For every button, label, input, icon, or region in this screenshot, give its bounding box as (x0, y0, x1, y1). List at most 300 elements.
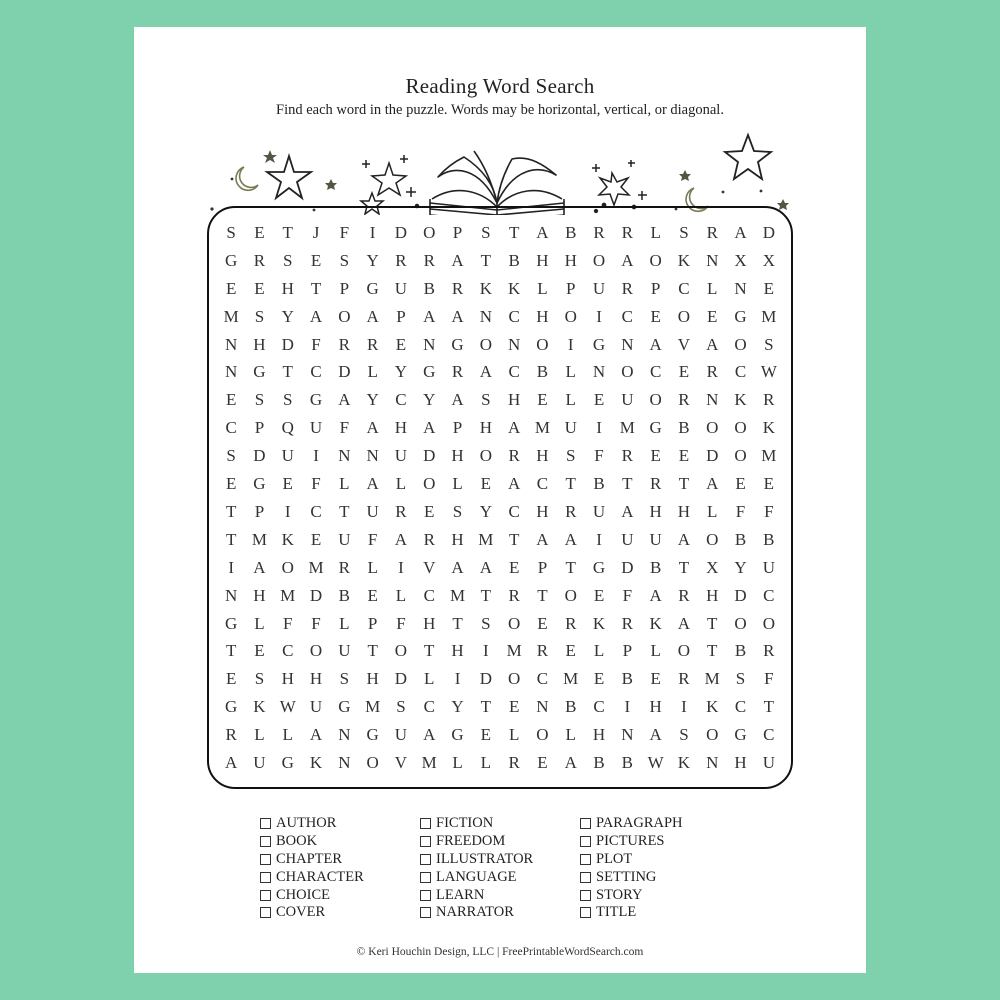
checkbox[interactable] (420, 818, 431, 829)
grid-letter[interactable]: T (622, 474, 633, 494)
grid-letter[interactable]: O (338, 306, 351, 326)
grid-letter[interactable]: T (508, 222, 520, 242)
grid-letter[interactable]: E (225, 278, 237, 298)
grid-letter[interactable]: H (536, 306, 549, 326)
grid-letter[interactable]: Y (366, 390, 379, 410)
grid-letter[interactable]: O (734, 334, 747, 354)
grid-letter[interactable]: F (339, 222, 350, 242)
grid-letter[interactable]: A (649, 725, 662, 745)
grid-letter[interactable]: C (763, 725, 775, 745)
grid-letter[interactable]: E (310, 250, 322, 270)
grid-letter[interactable]: E (367, 585, 378, 605)
grid-letter[interactable]: D (338, 362, 351, 382)
grid-letter[interactable]: A (451, 390, 464, 410)
grid-letter[interactable]: U (281, 446, 294, 466)
grid-letter[interactable]: A (677, 613, 691, 633)
grid-letter[interactable]: E (310, 529, 322, 549)
grid-letter[interactable]: R (649, 474, 662, 494)
grid-letter[interactable]: G (253, 362, 266, 382)
grid-letter[interactable]: A (536, 222, 549, 242)
grid-letter[interactable]: A (394, 529, 408, 549)
grid-letter[interactable]: O (366, 753, 379, 773)
grid-letter[interactable]: P (537, 557, 548, 577)
grid-letter[interactable]: T (480, 250, 492, 270)
grid-letter[interactable]: T (452, 613, 463, 633)
grid-letter[interactable]: E (707, 306, 718, 326)
grid-letter[interactable]: A (479, 362, 492, 382)
grid-letter[interactable]: E (593, 585, 605, 605)
grid-letter[interactable]: T (508, 529, 520, 549)
grid-letter[interactable]: P (254, 501, 265, 521)
grid-letter[interactable]: S (764, 334, 774, 354)
grid-letter[interactable]: U (366, 501, 379, 521)
checkbox[interactable] (580, 818, 591, 829)
grid-letter[interactable]: O (677, 306, 691, 326)
grid-letter[interactable]: L (537, 278, 548, 298)
grid-letter[interactable]: T (225, 529, 237, 549)
grid-letter[interactable]: N (225, 334, 238, 354)
grid-letter[interactable]: I (313, 446, 319, 466)
grid-letter[interactable]: B (338, 585, 350, 605)
grid-letter[interactable]: E (678, 362, 690, 382)
grid-letter[interactable]: U (621, 390, 634, 410)
grid-letter[interactable]: E (254, 278, 265, 298)
grid-letter[interactable]: Y (281, 306, 294, 326)
grid-letter[interactable]: A (451, 250, 464, 270)
word-item[interactable] (260, 833, 364, 851)
grid-letter[interactable]: T (225, 501, 237, 521)
grid-letter[interactable]: U (394, 446, 408, 466)
grid-letter[interactable]: R (565, 501, 577, 521)
grid-letter[interactable]: H (536, 501, 549, 521)
grid-letter[interactable]: C (734, 697, 747, 717)
grid-letter[interactable]: K (734, 390, 747, 410)
grid-letter[interactable]: S (679, 222, 689, 242)
checkbox[interactable] (260, 836, 271, 847)
grid-letter[interactable]: G (225, 613, 238, 633)
grid-letter[interactable]: G (309, 390, 323, 410)
grid-letter[interactable]: K (677, 250, 691, 270)
grid-letter[interactable]: Y (423, 390, 436, 410)
grid-letter[interactable]: L (593, 641, 605, 661)
grid-letter[interactable]: K (281, 529, 294, 549)
grid-letter[interactable]: U (309, 697, 323, 717)
grid-letter[interactable]: G (649, 418, 662, 438)
grid-letter[interactable]: A (366, 418, 379, 438)
grid-letter[interactable]: H (536, 250, 549, 270)
grid-letter[interactable]: G (281, 753, 294, 773)
grid-letter[interactable]: N (338, 725, 351, 745)
grid-letter[interactable]: R (253, 250, 266, 270)
grid-letter[interactable]: L (424, 669, 435, 689)
grid-letter[interactable]: B (593, 474, 605, 494)
checkbox[interactable] (420, 872, 431, 883)
grid-letter[interactable]: C (734, 362, 747, 382)
grid-letter[interactable]: C (310, 501, 322, 521)
grid-letter[interactable]: O (564, 306, 577, 326)
grid-letter[interactable]: V (677, 334, 691, 354)
grid-letter[interactable]: L (565, 362, 576, 382)
grid-letter[interactable]: O (592, 250, 606, 270)
grid-letter[interactable]: E (537, 390, 548, 410)
grid-letter[interactable]: C (423, 697, 435, 717)
grid-letter[interactable]: A (309, 306, 323, 326)
grid-letter[interactable]: R (706, 222, 718, 242)
grid-letter[interactable]: H (394, 418, 408, 438)
grid-letter[interactable]: S (339, 669, 350, 689)
grid-letter[interactable]: G (734, 725, 747, 745)
grid-letter[interactable]: O (479, 446, 492, 466)
grid-letter[interactable]: B (621, 669, 633, 689)
grid-letter[interactable]: M (223, 306, 239, 326)
grid-letter[interactable]: O (536, 334, 549, 354)
grid-letter[interactable]: H (649, 697, 662, 717)
grid-letter[interactable]: R (338, 334, 350, 354)
grid-letter[interactable]: H (451, 529, 464, 549)
grid-letter[interactable]: M (563, 669, 579, 689)
grid-letter[interactable]: L (707, 278, 718, 298)
grid-letter[interactable]: I (596, 306, 602, 326)
grid-letter[interactable]: O (621, 362, 634, 382)
grid-letter[interactable]: P (339, 278, 350, 298)
grid-letter[interactable]: R (423, 250, 435, 270)
word-item[interactable] (260, 886, 364, 904)
grid-letter[interactable]: T (763, 697, 775, 717)
grid-letter[interactable]: P (367, 613, 378, 633)
grid-letter[interactable]: C (508, 501, 520, 521)
grid-letter[interactable]: U (338, 529, 351, 549)
grid-letter[interactable]: E (225, 669, 237, 689)
grid-letter[interactable]: B (536, 362, 549, 382)
grid-letter[interactable]: L (367, 557, 378, 577)
grid-letter[interactable]: U (592, 501, 606, 521)
grid-letter[interactable]: N (706, 250, 719, 270)
grid-letter[interactable]: K (706, 697, 719, 717)
grid-letter[interactable]: S (283, 390, 293, 410)
grid-letter[interactable]: N (734, 278, 747, 298)
grid-letter[interactable]: R (678, 585, 690, 605)
grid-letter[interactable]: M (534, 418, 550, 438)
grid-letter[interactable]: I (228, 557, 234, 577)
grid-letter[interactable]: E (225, 474, 237, 494)
grid-letter[interactable]: C (225, 418, 237, 438)
grid-letter[interactable]: A (338, 390, 351, 410)
grid-letter[interactable]: N (479, 306, 492, 326)
word-item[interactable] (420, 815, 533, 833)
grid-letter[interactable]: S (481, 222, 491, 242)
grid-letter[interactable]: U (649, 529, 662, 549)
grid-letter[interactable]: J (312, 222, 320, 242)
grid-letter[interactable]: C (593, 697, 605, 717)
grid-letter[interactable]: P (452, 222, 463, 242)
grid-letter[interactable]: N (621, 334, 634, 354)
grid-letter[interactable]: E (395, 334, 407, 354)
grid-letter[interactable]: C (423, 585, 435, 605)
grid-letter[interactable]: A (423, 418, 436, 438)
grid-letter[interactable]: C (621, 306, 633, 326)
grid-letter[interactable]: M (449, 585, 466, 605)
grid-letter[interactable]: N (508, 334, 521, 354)
grid-letter[interactable]: C (282, 641, 294, 661)
grid-letter[interactable]: M (506, 641, 522, 661)
grid-letter[interactable]: G (253, 474, 266, 494)
word-item[interactable] (420, 833, 533, 851)
grid-letter[interactable]: R (706, 362, 718, 382)
grid-letter[interactable]: G (451, 725, 464, 745)
grid-letter[interactable]: A (649, 334, 662, 354)
grid-letter[interactable]: Y (394, 362, 408, 382)
grid-letter[interactable]: U (621, 529, 634, 549)
grid-letter[interactable]: S (254, 669, 265, 689)
grid-letter[interactable]: A (677, 529, 691, 549)
grid-letter[interactable]: G (423, 362, 436, 382)
grid-letter[interactable]: L (282, 725, 293, 745)
grid-letter[interactable]: V (423, 557, 436, 577)
grid-letter[interactable]: H (451, 446, 464, 466)
grid-letter[interactable]: T (678, 474, 690, 494)
grid-letter[interactable]: R (621, 613, 633, 633)
grid-letter[interactable]: I (369, 222, 376, 242)
grid-letter[interactable]: A (734, 222, 747, 242)
grid-letter[interactable]: I (398, 557, 404, 577)
grid-letter[interactable]: N (706, 753, 719, 773)
grid-letter[interactable]: G (225, 250, 238, 270)
grid-letter[interactable]: F (622, 585, 633, 605)
grid-letter[interactable]: C (508, 362, 520, 382)
grid-letter[interactable]: O (677, 641, 691, 661)
grid-letter[interactable]: S (283, 250, 293, 270)
grid-letter[interactable]: D (621, 557, 634, 577)
grid-letter[interactable]: A (366, 306, 379, 326)
grid-letter[interactable]: O (281, 557, 294, 577)
grid-letter[interactable]: E (480, 725, 492, 745)
grid-letter[interactable]: Y (451, 697, 464, 717)
checkbox[interactable] (260, 907, 271, 918)
grid-letter[interactable]: U (253, 753, 266, 773)
grid-letter[interactable]: S (566, 446, 576, 466)
checkbox[interactable] (580, 872, 591, 883)
grid-letter[interactable]: C (763, 585, 775, 605)
grid-letter[interactable]: B (565, 697, 577, 717)
checkbox[interactable] (260, 818, 271, 829)
grid-letter[interactable]: S (226, 222, 236, 242)
grid-letter[interactable]: A (451, 557, 464, 577)
grid-letter[interactable]: P (396, 306, 406, 326)
grid-letter[interactable]: N (423, 334, 436, 354)
grid-letter[interactable]: H (281, 669, 294, 689)
grid-letter[interactable]: H (309, 669, 323, 689)
grid-letter[interactable]: C (508, 306, 520, 326)
grid-letter[interactable]: H (734, 753, 747, 773)
word-item[interactable] (420, 904, 533, 922)
grid-letter[interactable]: Y (366, 250, 379, 270)
grid-letter[interactable]: M (478, 529, 494, 549)
grid-letter[interactable]: W (279, 697, 296, 717)
grid-letter[interactable]: A (649, 585, 662, 605)
grid-letter[interactable]: T (537, 585, 548, 605)
grid-letter[interactable]: A (564, 529, 577, 549)
grid-letter[interactable]: L (339, 613, 350, 633)
word-item[interactable] (420, 851, 533, 869)
grid-letter[interactable]: R (763, 390, 775, 410)
grid-letter[interactable]: W (647, 753, 664, 773)
grid-letter[interactable]: N (338, 446, 351, 466)
grid-letter[interactable]: G (366, 278, 379, 298)
grid-letter[interactable]: O (309, 641, 323, 661)
grid-letter[interactable]: E (225, 390, 237, 410)
word-item[interactable] (580, 815, 683, 833)
grid-letter[interactable]: R (395, 501, 407, 521)
grid-letter[interactable]: L (480, 753, 492, 773)
grid-letter[interactable]: R (621, 278, 633, 298)
grid-letter[interactable]: C (649, 362, 662, 382)
grid-letter[interactable]: E (537, 613, 548, 633)
grid-letter[interactable]: O (423, 222, 436, 242)
grid-letter[interactable]: F (283, 613, 293, 633)
grid-letter[interactable]: M (761, 446, 777, 466)
grid-letter[interactable]: S (735, 669, 746, 689)
grid-letter[interactable]: O (508, 669, 521, 689)
grid-letter[interactable]: E (508, 557, 520, 577)
grid-letter[interactable]: I (596, 418, 602, 438)
grid-letter[interactable]: R (508, 585, 520, 605)
grid-letter[interactable]: D (706, 446, 719, 466)
grid-letter[interactable]: S (226, 446, 236, 466)
grid-letter[interactable]: C (310, 362, 322, 382)
grid-letter[interactable]: H (451, 641, 464, 661)
word-item[interactable] (580, 904, 683, 922)
grid-letter[interactable]: E (650, 306, 661, 326)
grid-letter[interactable]: O (394, 641, 408, 661)
checkbox[interactable] (420, 854, 431, 865)
grid-letter[interactable]: I (567, 334, 574, 354)
grid-letter[interactable]: E (650, 669, 661, 689)
grid-letter[interactable]: B (734, 529, 747, 549)
grid-letter[interactable]: T (282, 222, 293, 242)
grid-letter[interactable]: U (394, 725, 408, 745)
grid-letter[interactable]: A (621, 250, 634, 270)
grid-letter[interactable]: M (251, 529, 267, 549)
grid-letter[interactable]: A (366, 474, 379, 494)
checkbox[interactable] (260, 890, 271, 901)
grid-letter[interactable]: B (593, 753, 605, 773)
grid-letter[interactable]: A (508, 418, 521, 438)
grid-letter[interactable]: H (281, 278, 294, 298)
grid-letter[interactable]: E (650, 446, 661, 466)
grid-letter[interactable]: A (253, 557, 266, 577)
grid-letter[interactable]: M (280, 585, 296, 605)
grid-letter[interactable]: B (621, 753, 633, 773)
grid-letter[interactable]: A (508, 474, 521, 494)
grid-letter[interactable]: D (309, 585, 323, 605)
grid-letter[interactable]: Q (281, 418, 294, 438)
grid-letter[interactable]: R (763, 641, 775, 661)
grid-letter[interactable]: H (253, 334, 266, 354)
grid-letter[interactable]: X (762, 250, 775, 270)
grid-letter[interactable]: R (225, 725, 237, 745)
grid-letter[interactable]: A (479, 557, 492, 577)
grid-letter[interactable]: F (339, 418, 350, 438)
grid-letter[interactable]: S (481, 613, 491, 633)
grid-letter[interactable]: L (395, 474, 407, 494)
grid-letter[interactable]: T (367, 641, 378, 661)
grid-letter[interactable]: L (508, 725, 520, 745)
grid-letter[interactable]: L (367, 362, 378, 382)
grid-letter[interactable]: E (537, 753, 548, 773)
grid-letter[interactable]: M (761, 306, 777, 326)
grid-letter[interactable]: G (225, 697, 238, 717)
grid-letter[interactable]: A (621, 501, 634, 521)
grid-letter[interactable]: R (423, 529, 435, 549)
grid-letter[interactable]: K (677, 753, 691, 773)
grid-letter[interactable]: K (592, 613, 606, 633)
grid-letter[interactable]: M (421, 753, 437, 773)
grid-letter[interactable]: E (254, 222, 265, 242)
word-item[interactable] (580, 851, 683, 869)
grid-letter[interactable]: H (508, 390, 521, 410)
grid-letter[interactable]: N (706, 390, 719, 410)
grid-letter[interactable]: K (253, 697, 266, 717)
grid-letter[interactable]: G (592, 334, 606, 354)
grid-letter[interactable]: L (254, 613, 265, 633)
grid-letter[interactable]: H (423, 613, 436, 633)
grid-letter[interactable]: R (395, 250, 407, 270)
grid-letter[interactable]: N (621, 725, 634, 745)
grid-letter[interactable]: F (311, 334, 321, 354)
grid-letter[interactable]: E (593, 390, 605, 410)
grid-letter[interactable]: E (424, 501, 435, 521)
grid-letter[interactable]: L (650, 641, 661, 661)
grid-letter[interactable]: V (394, 753, 408, 773)
grid-letter[interactable]: F (764, 501, 774, 521)
grid-letter[interactable]: O (762, 613, 775, 633)
grid-letter[interactable]: E (480, 474, 492, 494)
grid-letter[interactable]: P (650, 278, 661, 298)
grid-letter[interactable]: X (706, 557, 719, 577)
grid-letter[interactable]: E (565, 641, 576, 661)
grid-letter[interactable]: K (649, 613, 662, 633)
word-item[interactable] (580, 868, 683, 886)
grid-letter[interactable]: B (649, 557, 662, 577)
word-item[interactable] (580, 886, 683, 904)
grid-letter[interactable]: O (479, 334, 492, 354)
grid-letter[interactable]: N (366, 446, 379, 466)
grid-letter[interactable]: E (254, 641, 265, 661)
grid-letter[interactable]: E (763, 278, 775, 298)
grid-letter[interactable]: N (225, 362, 238, 382)
grid-letter[interactable]: I (624, 697, 631, 717)
grid-letter[interactable]: B (423, 278, 435, 298)
grid-letter[interactable]: N (536, 697, 549, 717)
grid-letter[interactable]: S (481, 390, 491, 410)
grid-letter[interactable]: F (735, 501, 746, 521)
grid-letter[interactable]: E (678, 446, 690, 466)
grid-letter[interactable]: T (678, 557, 690, 577)
grid-letter[interactable]: F (396, 613, 406, 633)
grid-letter[interactable]: U (592, 278, 606, 298)
grid-letter[interactable]: R (536, 641, 549, 661)
grid-letter[interactable]: A (564, 753, 577, 773)
grid-letter[interactable]: D (394, 222, 408, 242)
grid-letter[interactable]: H (253, 585, 266, 605)
grid-letter[interactable]: R (366, 334, 379, 354)
grid-letter[interactable]: T (339, 501, 350, 521)
checkbox[interactable] (420, 890, 431, 901)
grid-letter[interactable]: S (452, 501, 463, 521)
grid-letter[interactable]: L (254, 725, 265, 745)
word-item[interactable] (260, 815, 364, 833)
grid-letter[interactable]: O (734, 613, 747, 633)
